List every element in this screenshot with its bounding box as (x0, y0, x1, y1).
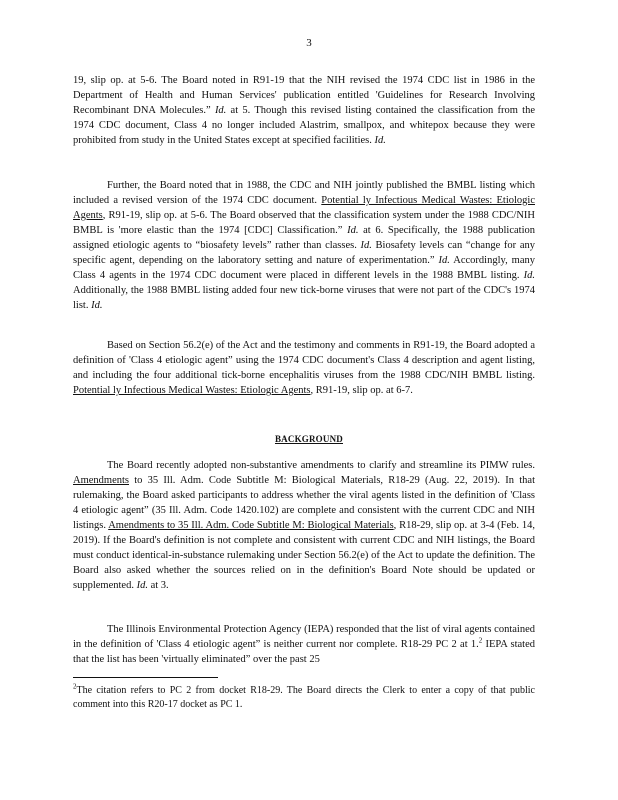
footnote-divider (73, 677, 218, 678)
paragraph-nih-1986-revision: 19, slip op. at 5-6. The Board noted in R91-19 that the NIH revised the 1974 CDC list in 1986 in the Department of Health and Human Services' publication entitled 'Guidelines for Research Involving Recombinant DNA Molecules.” Id. at 5. Though this revised listing contained the classification from the 1974 CDC document, Class 4 no longer included Alastrim, smallpox, and whitepox because they were prohibited from study in the United States except at specified facilities. Id. (73, 75, 536, 146)
section-heading-background: BACKGROUND (274, 434, 343, 444)
page-number: 3 (306, 37, 312, 49)
paragraph-bmbl-1988: Further, the Board noted that in 1988, the CDC and NIH jointly published the BMBL listing which included a revised version of the 1974 CDC document. Potential ly Infectious Medical Wastes: Etiologic Agents, R91-19, slip op. at 5-6. The Board observed that the classification system under the 1988 CDC/NIH BMBL is 'more elastic than the 1974 [CDC] Classification.” Id. at 6. Specifically, the 1988 publication assigned etiologic agents to “biosafety levels” rather than classes. Id. Biosafety levels can “change for any specific agent, depending on the laboratory setting and nature of experimentation.” Id. Accordingly, many Class 4 agents in the 1974 CDC document were placed in different levels in the 1988 BMBL listing. Id. Additionally, the 1988 BMBL listing added four new tick-borne viruses that were not part of the CDC's 1974 list. Id. (73, 180, 535, 311)
footnote: $^2$The citation refers to PC 2 from docket R18-29. The Board directs the Clerk to enter a copy of that public comment into this R20-17 docket as PC 1. (73, 682, 535, 710)
paragraph-iepa-response: The Illinois Environmental Protection Agency (IEPA) responded that the list of viral agents contained in the definition of 'Class 4 etiologic agent” is neither current nor complete. R18-29 PC 2 at 1.$^2$ IEPA stated that the list has been 'virtually eliminated” over the past 25 (73, 624, 535, 665)
paragraph-class4-definition: Based on Section 56.2(e) of the Act and the testimony and comments in R91-19, the Board adopted a definition of 'Class 4 etiologic agent” using the 1974 CDC document's Class 4 description and agent listing, and including the four additional tick-borne encephalitis viruses from the 1988 CDC/NIH BMBL listing. Potential ly Infectious Medical Wastes: Etiologic Agents, R91-19, slip op. at 6-7. (73, 340, 535, 396)
paragraph-recent-amendments: The Board recently adopted non-substantive amendments to clarify and streamline its PIMW rules. Amendments to 35 Ill. Adm. Code Subtitle M: Biological Materials, R18-29 (Aug. 22, 2019). In that rulemaking, the Board asked participants to address whether the viral agents listed in the definition of 'Class 4 etiologic agent” (35 Ill. Adm. Code 1420.102) are complete and consistent with the current CDC and NIH listings. Amendments to 35 Ill. Adm. Code Subtitle M: Biological Materials, R18-29, slip op. at 3-4 (Feb. 14, 2019). If the Board's definition is not complete and consistent with current CDC and NIH listings, the Board must conduct identical-in-substance rulemaking under Section 56.2(e) of the Act to update the definition. The Board also asked whether the sources relied on in the definition's Board Note should be updated or supplemented. Id. at 3. (73, 460, 535, 591)
footnote-marker: 2 (73, 682, 77, 691)
footnote-reference: 2 (478, 636, 483, 645)
